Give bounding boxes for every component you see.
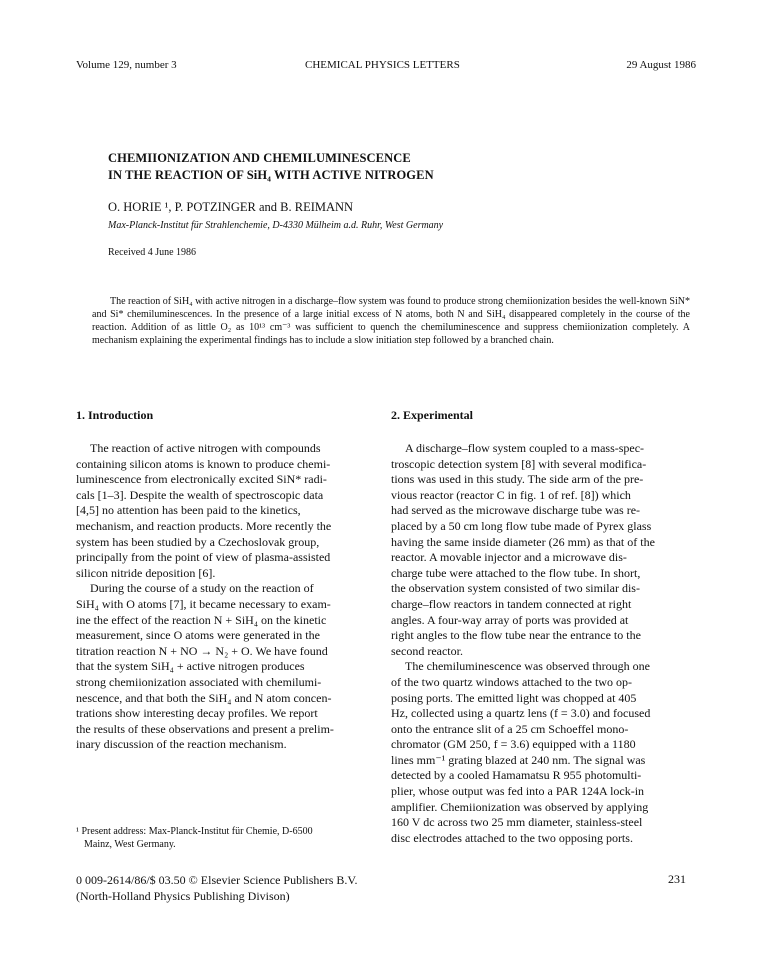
text-line: vious reactor (reactor C in fig. 1 of ref. [8]) which [391, 487, 631, 502]
abstract [92, 295, 690, 347]
footnote-line: ¹ Present address: Max-Planck-Institut für Chemie, D-6500 [76, 826, 313, 837]
text-line: system has been studied by a Czechoslovak group, [76, 534, 320, 549]
text-line: angles. A four-way array of ports was provided at [391, 612, 629, 627]
received-date: Received 4 June 1986 [108, 247, 197, 258]
text-line: cals [1–3]. Despite the wealth of spectroscopic data [76, 487, 324, 502]
text-line: onto the entrance slit of a 25 cm Schoeffel mono- [391, 721, 629, 736]
title-line: IN THE REACTION OF SiH₄ WITH ACTIVE NITROGEN [108, 168, 434, 182]
text-line: silicon nitride deposition [6]. [76, 565, 216, 580]
footnote-line: Mainz, West Germany. [84, 839, 176, 850]
text-line: having the same inside diameter (26 mm) as that of the [391, 534, 655, 549]
introduction-body [76, 441, 379, 753]
title-line: CHEMIIONIZATION AND CHEMILUMINESCENCE [108, 151, 411, 165]
text-line: detected by a cooled Hamamatsu R 955 photomulti- [391, 768, 642, 783]
article-title [108, 150, 628, 184]
text-line: of the two quartz windows attached to the two op- [391, 674, 632, 689]
text-line: reactor. A movable injector and a microwave dis- [391, 550, 627, 565]
text-line: The reaction of active nitrogen with compounds [90, 441, 321, 455]
text-line: [4,5] no attention has been paid to the kinetics, [76, 503, 301, 518]
introduction-section [76, 408, 379, 753]
text-line: lines mm⁻¹ grating blazed at 240 nm. The signal was [391, 752, 646, 767]
copyright-notice [76, 872, 358, 904]
text-line: titration reaction N + NO → N₂ + O. We have found [76, 643, 328, 658]
text-line: second reactor. [391, 643, 463, 658]
running-header-journal: CHEMICAL PHYSICS LETTERS [305, 59, 460, 71]
text-line: mechanism, and reaction products. More recently the [76, 518, 332, 533]
authors: O. HORIE ¹, P. POTZINGER and B. REIMANN [108, 200, 354, 214]
copyright-line: (North-Holland Physics Publishing Divison) [76, 889, 290, 903]
text-line: plier, whose output was fed into a PAR 124A lock-in [391, 784, 645, 799]
page-number: 231 [668, 872, 686, 886]
text-line: posing ports. The emitted light was chopped at 405 [391, 690, 637, 705]
text-line: A discharge–flow system coupled to a mass-spec- [405, 441, 645, 455]
text-line: amplifier. Chemiionization was observed by applying [391, 799, 649, 814]
text-line: principally from the point of view of plasma-assisted [76, 550, 331, 565]
footnote [76, 825, 386, 851]
text-line: 160 V dc across two 25 mm diameter, stainless-steel [391, 815, 643, 830]
text-line: tions was used in this study. The side arm of the pre- [391, 472, 644, 487]
text-line: that the system SiH₄ + active nitrogen produces [76, 659, 305, 674]
text-line: charge tube were attached to the flow tube. In short, [391, 565, 641, 580]
experimental-section [391, 408, 694, 846]
text-line: luminescence from electronically excited SiN* radi- [76, 472, 327, 487]
text-line: containing silicon atoms is known to produce chemi- [76, 456, 331, 471]
abstract-text: The reaction of SiH₄ with active nitrogen in a discharge–flow system was found to produce strong chemiionization besides the well-known SiN* and Si* chemiluminescences. In the presence of a large initial excess of N atoms, both N and SiH₄ disappeared completely in the course of the reaction. Addition of as little O₂ as 10¹³ cm⁻³ was sufficient to quench the chemiluminescence and suppress chemiionization completely. A mechanism explaining the experimental findings has to include a slow initiation step followed by a branched chain. [92, 296, 690, 346]
section-heading-introduction: 1. Introduction [76, 408, 154, 422]
text-line: measurement, since O atoms were generated in the [76, 628, 320, 643]
text-line: trations show interesting decay profiles. We report [76, 706, 318, 721]
text-line: Hz, collected using a quartz lens (f = 3.0) and focused [391, 706, 651, 721]
experimental-body [391, 441, 694, 846]
text-line: placed by a 50 cm long flow tube made of Pyrex glass [391, 518, 652, 533]
text-line: the results of these observations and present a prelim- [76, 721, 334, 736]
text-line: During the course of a study on the reaction of [90, 581, 314, 596]
section-heading-experimental: 2. Experimental [391, 408, 473, 422]
text-line: right angles to the flow tube near the entrance to the [391, 628, 641, 643]
text-line: strong chemiionization associated with chemilumi- [76, 674, 322, 689]
text-line: chromator (GM 250, f = 3.6) equipped with a 1180 [391, 737, 636, 752]
text-line: nescence, and that both the SiH₄ and N atom concen- [76, 690, 332, 705]
running-header-volume: Volume 129, number 3 [76, 59, 177, 71]
text-line: charge–flow reactors in tandem connected at right [391, 596, 632, 611]
text-line: The chemiluminescence was observed through one [405, 659, 650, 674]
affiliation: Max-Planck-Institut für Strahlenchemie, D-4330 Mülheim a.d. Ruhr, West Germany [108, 220, 444, 231]
text-line: inary discussion of the reaction mechanism. [76, 737, 287, 752]
text-line: SiH₄ with O atoms [7], it became necessary to exam- [76, 596, 331, 611]
copyright-line: 0 009-2614/86/$ 03.50 © Elsevier Science Publishers B.V. [76, 873, 358, 887]
text-line: disc electrodes attached to the two opposing ports. [391, 830, 633, 845]
text-line: troscopic detection system [8] with several modifica- [391, 456, 647, 471]
text-line: ine the effect of the reaction N + SiH₄ on the kinetic [76, 612, 327, 627]
running-header-date: 29 August 1986 [626, 59, 696, 71]
text-line: the observation system consisted of two similar dis- [391, 581, 640, 596]
text-line: had served as the microwave discharge tube was re- [391, 503, 641, 518]
